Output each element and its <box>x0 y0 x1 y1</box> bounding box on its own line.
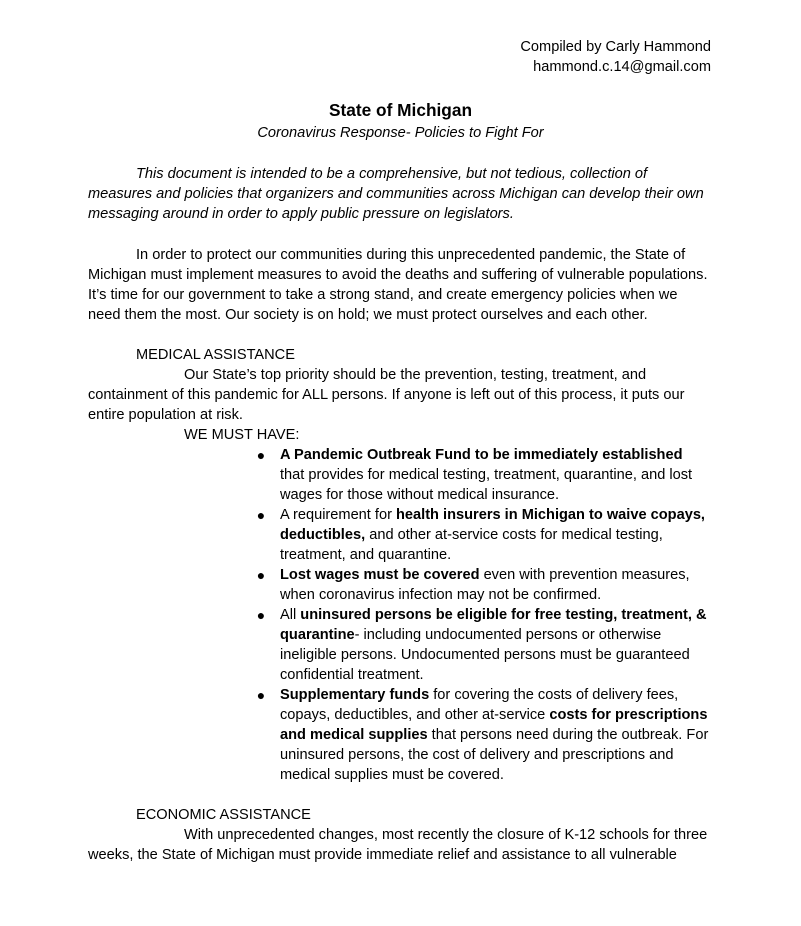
item-text: copays, deductibles, and other at-service <box>280 707 550 723</box>
bullet-icon: ● <box>256 507 266 523</box>
item-text: that persons need during the outbreak. For <box>427 727 709 743</box>
bold-text: and medical supplies <box>280 727 428 743</box>
item-text: when coronavirus infection may not be confirmed. <box>280 587 602 603</box>
bullet-icon: ● <box>256 447 266 463</box>
bullet-icon: ● <box>256 567 266 583</box>
intro-paragraph <box>88 164 720 224</box>
purpose-line: In order to protect our communities during this unprecedented pandemic, the State of <box>136 247 686 263</box>
list-item <box>254 605 724 685</box>
medical-line: Our State’s top priority should be the prevention, testing, treatment, and <box>184 367 647 383</box>
item-text: A requirement for <box>280 507 396 523</box>
item-text: that provides for medical testing, treatment, quarantine, and lost <box>280 467 693 483</box>
bold-text: deductibles, <box>280 527 366 543</box>
bold-text: Lost wages must be covered <box>280 567 480 583</box>
item-text: treatment, and quarantine. <box>280 547 452 563</box>
bold-text: costs for prescriptions <box>549 707 708 723</box>
compiled-by: Compiled by Carly Hammond <box>520 39 711 55</box>
list-item <box>254 685 724 785</box>
item-text: wages for those without medical insurance. <box>280 487 560 503</box>
item-text: and other at-service costs for medical testing, <box>365 527 663 543</box>
list-item <box>254 565 724 605</box>
purpose-line: need them the most. Our society is on hold; we must protect ourselves and each other. <box>88 307 648 323</box>
bold-text: quarantine <box>280 627 355 643</box>
economic-line: weeks, the State of Michigan must provide immediate relief and assistance to all vulnerable <box>88 847 677 863</box>
list-item <box>254 445 724 505</box>
bullet-icon: ● <box>256 607 266 623</box>
bold-text: Supplementary funds <box>280 687 430 703</box>
purpose-paragraph <box>88 245 720 325</box>
item-text: even with prevention measures, <box>479 567 690 583</box>
purpose-line: It’s time for our government to take a strong stand, and create emergency policies when we <box>88 287 678 303</box>
bullet-icon: ● <box>256 687 266 703</box>
item-text: for covering the costs of delivery fees, <box>429 687 679 703</box>
medical-paragraph <box>88 365 720 425</box>
compiler-info <box>520 37 711 77</box>
economic-line: With unprecedented changes, most recently the closure of K-12 schools for three <box>184 827 708 843</box>
bold-text: uninsured persons be eligible for free testing, treatment, & <box>300 607 707 623</box>
list-item <box>254 505 724 565</box>
economic-assistance-heading: ECONOMIC ASSISTANCE <box>136 807 311 823</box>
compiler-email: hammond.c.14@gmail.com <box>533 59 711 75</box>
medical-assistance-heading: MEDICAL ASSISTANCE <box>136 347 295 363</box>
bold-text: A Pandemic Outbreak Fund to be immediately established <box>280 447 683 463</box>
item-text: All <box>280 607 301 623</box>
bold-text: health insurers in Michigan to waive copays, <box>396 507 705 523</box>
intro-line: measures and policies that organizers and communities across Michigan can develop their own <box>88 186 704 202</box>
document-title: State of Michigan <box>328 100 473 120</box>
item-text: confidential treatment. <box>280 667 424 683</box>
item-text: - including undocumented persons or otherwise <box>354 627 662 643</box>
we-must-have-label: WE MUST HAVE: <box>184 427 300 443</box>
economic-paragraph <box>88 825 720 865</box>
intro-line: messaging around in order to apply public pressure on legislators. <box>88 206 514 222</box>
medical-line: entire population at risk. <box>88 407 243 423</box>
item-text: ineligible persons. Undocumented persons must be guaranteed <box>280 647 690 663</box>
item-text: medical supplies must be covered. <box>280 767 504 783</box>
item-text: uninsured persons, the cost of delivery and prescriptions and <box>280 747 674 763</box>
medical-demands-list <box>254 445 724 785</box>
document-subtitle: Coronavirus Response- Policies to Fight For <box>257 125 544 141</box>
medical-line: containment of this pandemic for ALL persons. If anyone is left out of this process, it puts our <box>88 387 685 403</box>
purpose-line: Michigan must implement measures to avoid the deaths and suffering of vulnerable populations. <box>88 267 708 283</box>
intro-line: This document is intended to be a comprehensive, but not tedious, collection of <box>136 166 648 182</box>
